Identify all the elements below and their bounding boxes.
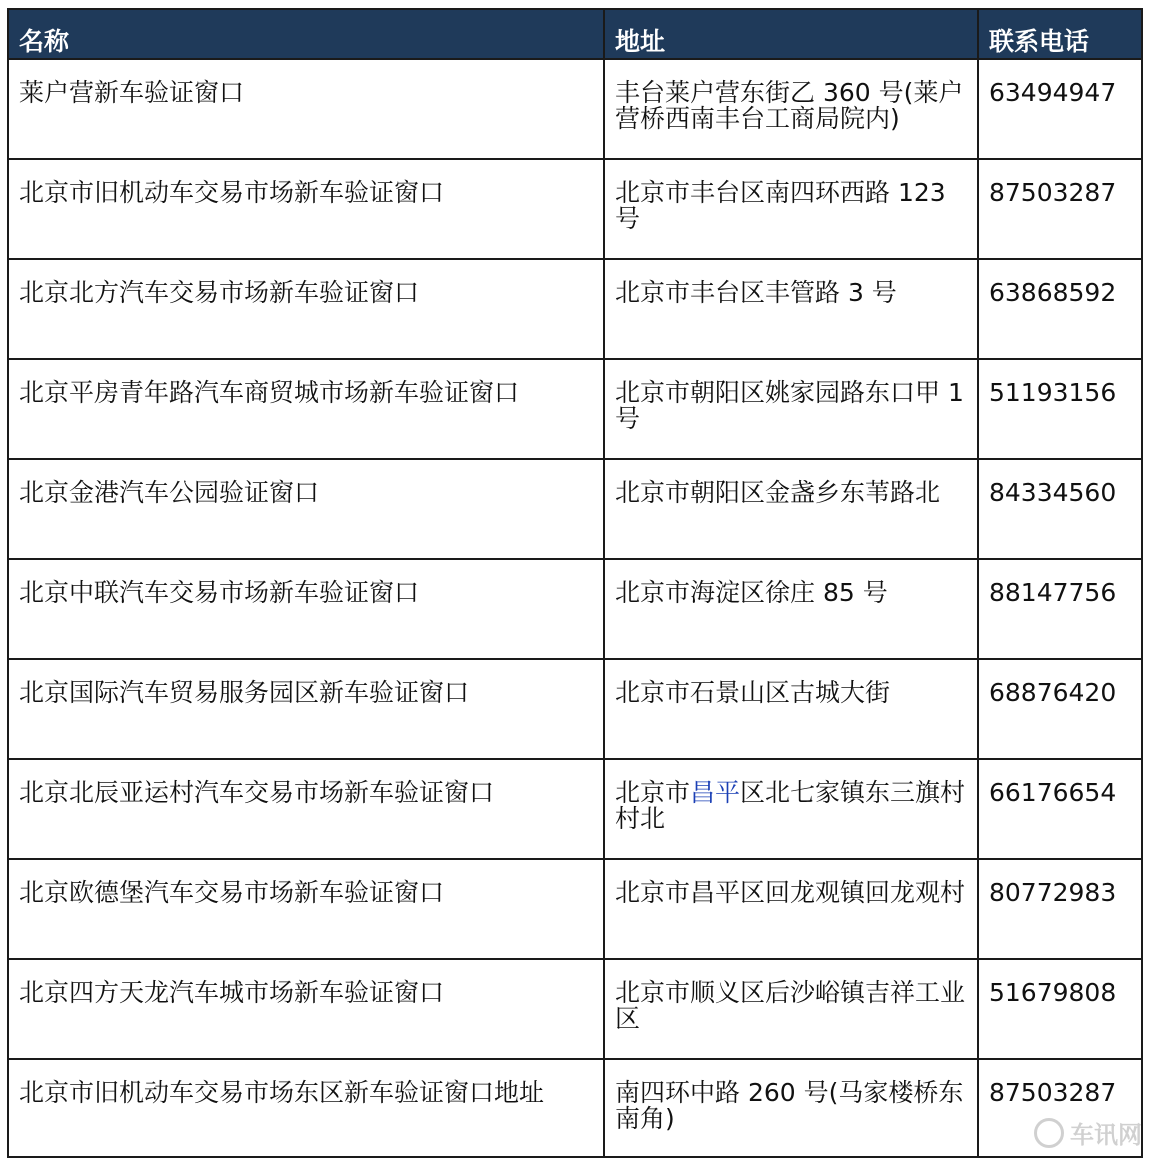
watermark-text: 车讯网 [1070,1121,1142,1149]
cell-address [604,759,978,859]
header-phone: 联系电话 [978,9,1142,59]
table-row [8,259,1142,359]
table-row [8,559,1142,659]
cell-address: 北京市朝阳区姚家园路东口甲 1 号 [604,359,978,459]
district-link[interactable]: 昌平 [690,778,741,807]
header-address: 地址 [604,9,978,59]
table-row [8,159,1142,259]
table-header-row [8,9,1142,59]
cell-address: 北京市丰台区丰管路 3 号 [604,259,978,359]
cell-name: 莱户营新车验证窗口 [8,59,604,159]
cell-name: 北京金港汽车公园验证窗口 [8,459,604,559]
cell-address: 南四环中路 260 号(马家楼桥东南角) [604,1059,978,1157]
cell-phone: 87503287 [978,1059,1142,1157]
cell-name: 北京中联汽车交易市场新车验证窗口 [8,559,604,659]
cell-name: 北京市旧机动车交易市场新车验证窗口 [8,159,604,259]
table-row [8,59,1142,159]
cell-phone: 51193156 [978,359,1142,459]
table-row [8,859,1142,959]
cell-phone: 84334560 [978,459,1142,559]
cell-address: 北京市石景山区古城大街 [604,659,978,759]
table-row [8,359,1142,459]
cell-address: 北京市朝阳区金盏乡东苇路北 [604,459,978,559]
cell-name: 北京欧德堡汽车交易市场新车验证窗口 [8,859,604,959]
site-watermark [1034,1115,1142,1150]
address-text: 北京市 [615,778,691,807]
cell-phone: 63868592 [978,259,1142,359]
cell-name: 北京四方天龙汽车城市场新车验证窗口 [8,959,604,1059]
cell-name: 北京北方汽车交易市场新车验证窗口 [8,259,604,359]
cell-name: 北京市旧机动车交易市场东区新车验证窗口地址 [8,1059,604,1157]
cell-address: 北京市海淀区徐庄 85 号 [604,559,978,659]
cell-address: 丰台莱户营东街乙 360 号(莱户营桥西南丰台工商局院内) [604,59,978,159]
table-row [8,959,1142,1059]
cell-name: 北京平房青年路汽车商贸城市场新车验证窗口 [8,359,604,459]
cell-name: 北京国际汽车贸易服务园区新车验证窗口 [8,659,604,759]
header-name: 名称 [8,9,604,59]
table-row [8,459,1142,559]
cell-phone: 87503287 [978,159,1142,259]
cell-address: 北京市顺义区后沙峪镇吉祥工业区 [604,959,978,1059]
cell-address: 北京市丰台区南四环西路 123 号 [604,159,978,259]
verification-window-table [7,8,1143,1158]
cell-phone: 66176654 [978,759,1142,859]
cell-phone: 63494947 [978,59,1142,159]
cell-phone: 80772983 [978,859,1142,959]
address-text: 区北七家镇东三旗村村北 [615,778,966,833]
table-row [8,659,1142,759]
cell-phone: 68876420 [978,659,1142,759]
table-row [8,1059,1142,1157]
table-row [8,759,1142,859]
cell-phone: 51679808 [978,959,1142,1059]
cell-name: 北京北辰亚运村汽车交易市场新车验证窗口 [8,759,604,859]
cell-phone: 88147756 [978,559,1142,659]
cell-address: 北京市昌平区回龙观镇回龙观村 [604,859,978,959]
watermark-logo-icon [1034,1118,1064,1148]
